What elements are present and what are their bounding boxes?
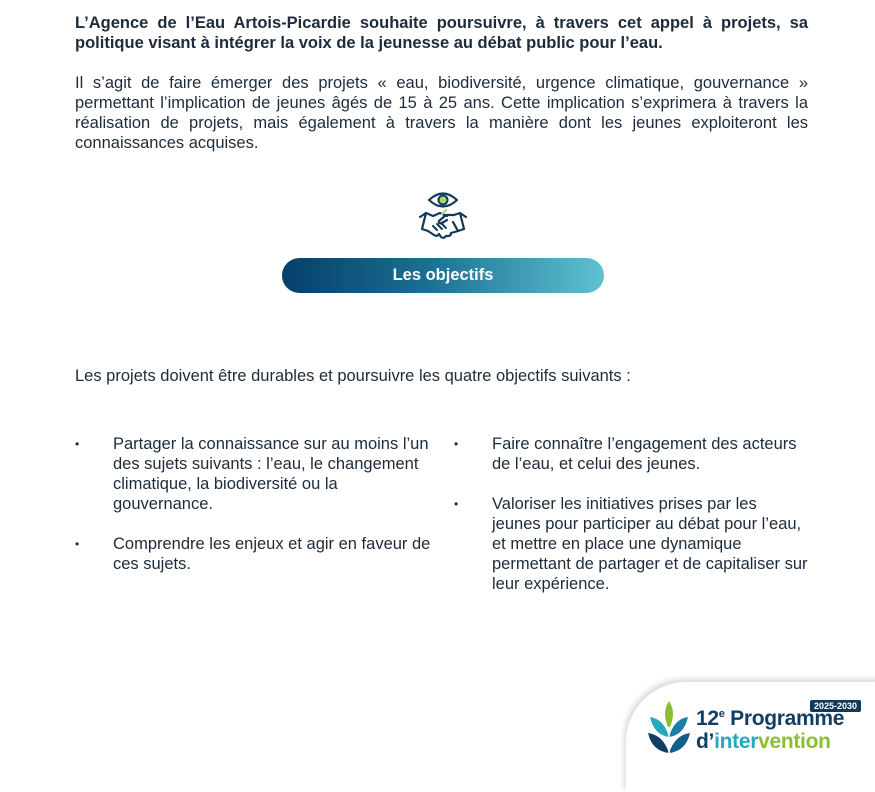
program-title-line2 [696, 730, 831, 754]
intro-paragraph: Il s’agit de faire émerger des projets « eau, biodiversité, urgence climatique, gouvernance » permettant l’implication de jeunes âgés de 15 à 25 ans. Cette implication s’exprimera à travers la réalisation de projets, mais également à travers la manière dont les jeunes exploiteront les connaissances acquises. [75, 74, 808, 152]
list-item: • Partager la connaissance sur au moins l’un des sujets suivants : l’eau, le changement climatique, la biodiversité ou la gouvernance. [75, 434, 435, 514]
eye-handshake-icon [413, 186, 473, 246]
leaf-logo-icon [646, 697, 692, 761]
program-word2-prefix: d’ [696, 730, 715, 753]
list-item: • Faire connaître l’engagement des acteurs de l’eau, et celui des jeunes. [454, 434, 808, 474]
program-number: 12 [696, 707, 719, 730]
list-item: • Comprendre les enjeux et agir en faveur de ces sujets. [75, 534, 435, 574]
objectives-intro: Les projets doivent être durables et poursuivre les quatre objectifs suivants : [75, 367, 631, 385]
objectives-banner-label: Les objectifs [392, 266, 494, 284]
lead-paragraph: L’Agence de l’Eau Artois-Picardie souhaite poursuivre, à travers cet appel à projets, sa politique visant à intégrer la voix de la jeunesse au débat public pour l’eau. [75, 14, 808, 52]
objectives-list-right [454, 434, 808, 614]
program-word2-teal: inter [714, 730, 759, 753]
objectives-banner [282, 258, 604, 293]
list-item: • Valoriser les initiatives prises par les jeunes pour participer au débat pour l’eau, et mettre en place une dynamique permettant de partager et de capitaliser sur leur expérience. [454, 494, 808, 594]
objectives-list-left [75, 434, 435, 594]
program-word1: Programme [730, 707, 845, 730]
program-title-line1 [696, 707, 844, 731]
program-years: 2025-2030 [810, 700, 861, 712]
program-word2-green: vention [758, 730, 831, 753]
program-logo [646, 697, 866, 767]
program-ordinal: e [718, 708, 725, 720]
